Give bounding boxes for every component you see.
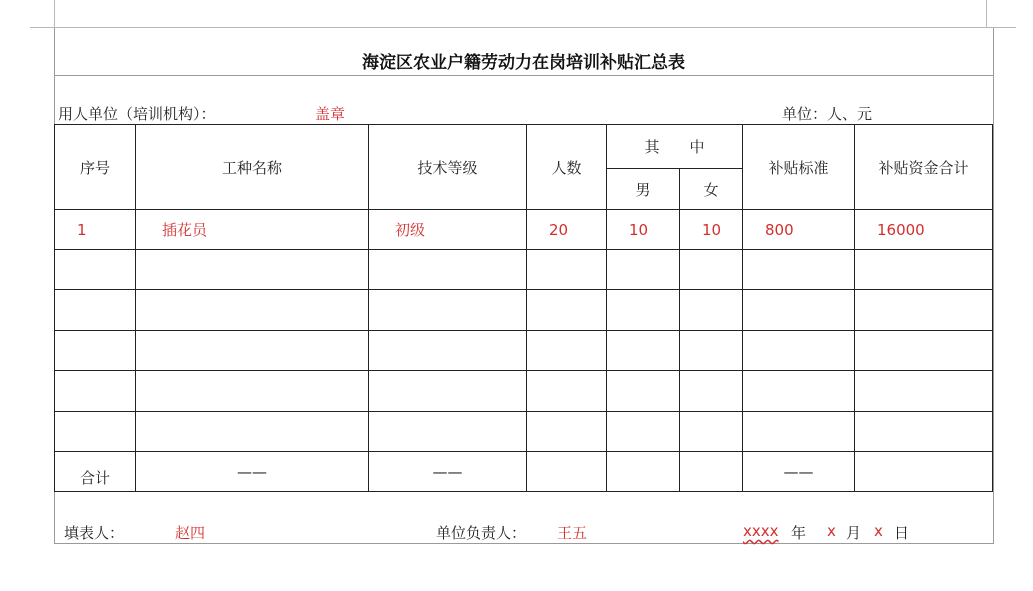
cell-job-name: 插花员: [136, 210, 369, 250]
leader-label: 单位负责人：: [436, 524, 527, 542]
page-corner-mark-left-v: [54, 0, 55, 28]
table-row: [55, 210, 993, 250]
cell-total: 16000: [855, 210, 993, 250]
total-skill-level-dash: ——: [369, 452, 527, 492]
header-seq: 序号: [55, 125, 136, 210]
bottom-rule: [54, 543, 993, 544]
date-month-value: x: [827, 522, 836, 540]
header-standard: 补贴标准: [743, 125, 855, 210]
header-skill-level: 技术等级: [369, 125, 527, 210]
title-rule: [54, 75, 993, 76]
leader-name: 王五: [557, 524, 588, 542]
empty-row: [55, 412, 993, 452]
seal-text: 盖章: [315, 105, 346, 123]
empty-row: [55, 250, 993, 290]
filler-label: 填表人：: [64, 524, 125, 542]
subsidy-table: [54, 124, 993, 492]
date-month-label: 月: [846, 524, 862, 542]
document-title: 海淀区农业户籍劳动力在岗培训补贴汇总表: [362, 53, 685, 73]
cell-standard: 800: [743, 210, 855, 250]
date-day-value: x: [874, 522, 883, 540]
date-year-value: xxxx: [743, 522, 779, 540]
page-corner-mark-right-v: [986, 0, 987, 28]
header-job-name: 工种名称: [136, 125, 369, 210]
empty-row: [55, 371, 993, 412]
date-day-label: 日: [894, 524, 910, 542]
total-row: [55, 452, 993, 492]
empty-row: [55, 290, 993, 331]
cell-seq: 1: [55, 210, 136, 250]
empty-row: [55, 331, 993, 371]
header-row-1: [55, 125, 993, 169]
unit-label: 单位：人、元: [782, 105, 873, 123]
total-job-name-dash: ——: [136, 452, 369, 492]
filler-name: 赵四: [175, 524, 206, 542]
cell-skill-level: 初级: [369, 210, 527, 250]
header-female: 女: [680, 169, 743, 210]
cell-female: 10: [680, 210, 743, 250]
cell-male: 10: [607, 210, 680, 250]
cell-count: 20: [527, 210, 607, 250]
header-total: 补贴资金合计: [855, 125, 993, 210]
employer-label: 用人单位（培训机构）：: [58, 105, 216, 123]
header-count: 人数: [527, 125, 607, 210]
page-corner-mark-left-h: [30, 27, 55, 28]
date-year-label: 年: [791, 524, 807, 542]
total-label: 合计: [55, 452, 136, 492]
header-of-which: 其 中: [607, 125, 743, 169]
header-male: 男: [607, 169, 680, 210]
total-standard-dash: ——: [743, 452, 855, 492]
